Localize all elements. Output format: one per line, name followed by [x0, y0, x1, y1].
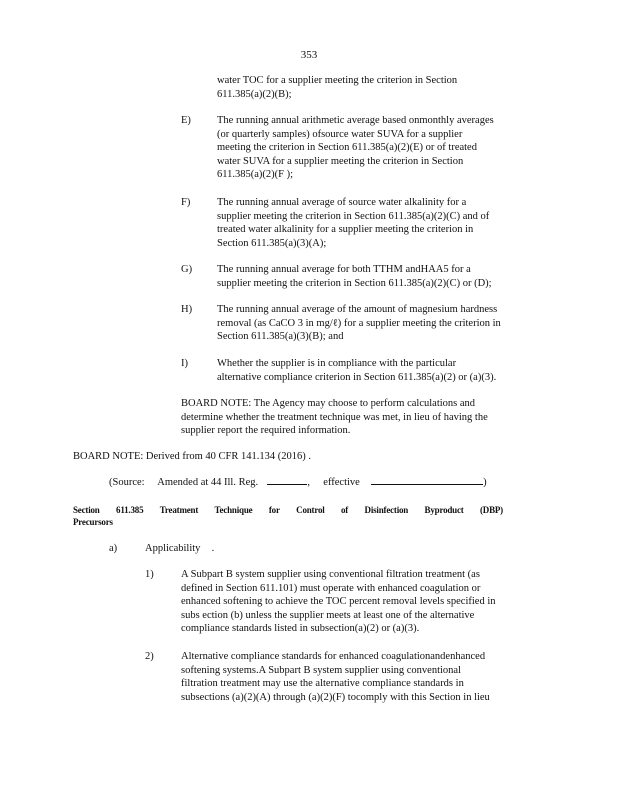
subsection-a-heading: [145, 542, 214, 556]
item-marker-f: F): [181, 197, 191, 208]
item-marker-h: H): [181, 304, 193, 315]
text-line: treated water alkalinity for a supplier meeting the criterion in: [217, 224, 474, 235]
heading-word: Treatment: [159, 505, 199, 515]
subsection-trailing: .: [211, 543, 215, 554]
text-line: supplier meeting the criterion in Section 611.385(a)(2)(C) or (D);: [217, 277, 492, 289]
section-heading: [73, 504, 503, 528]
heading-word: 611.385: [116, 505, 144, 515]
text-line: Section 611.385(a)(3)(A);: [217, 237, 327, 249]
heading-word: Byproduct: [424, 505, 464, 515]
text-line: filtration treatment may use the alternative compliance standards in: [181, 678, 464, 689]
text-line: subs ection (b) unless the supplier meets at least one of the alternative: [181, 609, 475, 621]
text-line: water SUVA for a supplier meeting the criterion in Section: [217, 155, 464, 167]
subitem-2-text: [181, 650, 490, 704]
text-line: meeting the criterion in Section 611.385(a)(2)(E) or of treated: [217, 142, 477, 153]
text-line: The running annual arithmetic average based onmonthly averages: [217, 115, 494, 126]
heading-word: of: [341, 505, 349, 515]
subsection-title: Applicability: [145, 543, 201, 554]
inner-board-note: [181, 397, 488, 438]
source-suffix: ): [483, 477, 487, 488]
continuation-text: [217, 74, 457, 101]
item-h-text: [217, 303, 501, 344]
source-prefix: (Source:: [109, 477, 145, 488]
text-line: The running annual average for both TTHM andHAA5 for a: [217, 264, 471, 275]
text-line: compliance standards listed in subsection(a)(2) or (a)(3).: [181, 623, 420, 634]
item-e-text: [217, 114, 494, 182]
text-line: Whether the supplier is in compliance with the particular: [217, 358, 457, 369]
heading-word: Technique: [214, 505, 253, 515]
item-marker-e: E): [181, 115, 191, 126]
heading-continuation: Precursors: [73, 517, 113, 527]
heading-word: Disinfection: [364, 505, 409, 515]
source-effective: effective: [323, 477, 360, 488]
text-line: 611.385(a)(2)(B);: [217, 88, 292, 100]
source-comma: ,: [307, 477, 311, 488]
text-line: BOARD NOTE: Derived from 40 CFR 141.134 (2016) .: [73, 451, 311, 462]
text-line: subsections (a)(2)(A) through (a)(2)(F) tocomply with this Section in lieu: [181, 691, 490, 703]
text-line: supplier meeting the criterion in Section 611.385(a)(2)(C) and of: [217, 210, 490, 222]
text-line: determine whether the treatment technique was met, in lieu of having the: [181, 411, 488, 423]
subitem-1-text: [181, 568, 496, 636]
text-line: BOARD NOTE: The Agency may choose to perform calculations and: [181, 398, 476, 409]
text-line: enhanced softening to achieve the TOC percent removal levels specified in: [181, 596, 496, 607]
board-note: [73, 450, 311, 464]
volume-blank: [267, 484, 307, 485]
effective-date-blank: [371, 484, 483, 485]
source-line: [109, 476, 487, 490]
text-line: removal (as CaCO 3 in mg/ℓ) for a supplier meeting the criterion in: [217, 317, 501, 329]
heading-word: for: [268, 505, 280, 515]
text-line: Alternative compliance standards for enhanced coagulationandenhanced: [181, 651, 486, 662]
source-amended: Amended at 44 Ill. Reg.: [157, 477, 259, 488]
text-line: water TOC for a supplier meeting the criterion in Section: [217, 75, 458, 86]
text-line: 611.385(a)(2)(F );: [217, 169, 294, 180]
text-line: The running annual average of source water alkalinity for a: [217, 197, 467, 208]
item-i-text: [217, 357, 496, 384]
text-line: supplier report the required information.: [181, 425, 351, 436]
text-line: A Subpart B system supplier using conventional filtration treatment (as: [181, 569, 480, 580]
heading-word: Control: [296, 505, 325, 515]
subitem-marker-1: 1): [145, 569, 154, 580]
item-g-text: [217, 263, 492, 290]
text-line: defined in Section 611.101) must operate with enhanced coagulation or: [181, 582, 481, 594]
text-line: alternative compliance criterion in Section 611.385(a)(2) or (a)(3).: [217, 371, 497, 383]
subsection-marker-a: a): [109, 543, 118, 554]
item-marker-g: G): [181, 264, 193, 275]
subitem-marker-2: 2): [145, 651, 154, 662]
item-f-text: [217, 196, 489, 250]
text-line: softening systems.A Subpart B system supplier using conventional: [181, 664, 461, 676]
heading-word: (DBP): [479, 505, 503, 515]
heading-word: Section: [73, 505, 100, 515]
item-marker-i: I): [181, 358, 188, 369]
text-line: (or quarterly samples) ofsource water SUVA for a supplier: [217, 128, 463, 140]
text-line: The running annual average of the amount of magnesium hardness: [217, 304, 498, 315]
page-number: 353: [300, 49, 318, 61]
text-line: Section 611.385(a)(3)(B); and: [217, 331, 344, 342]
